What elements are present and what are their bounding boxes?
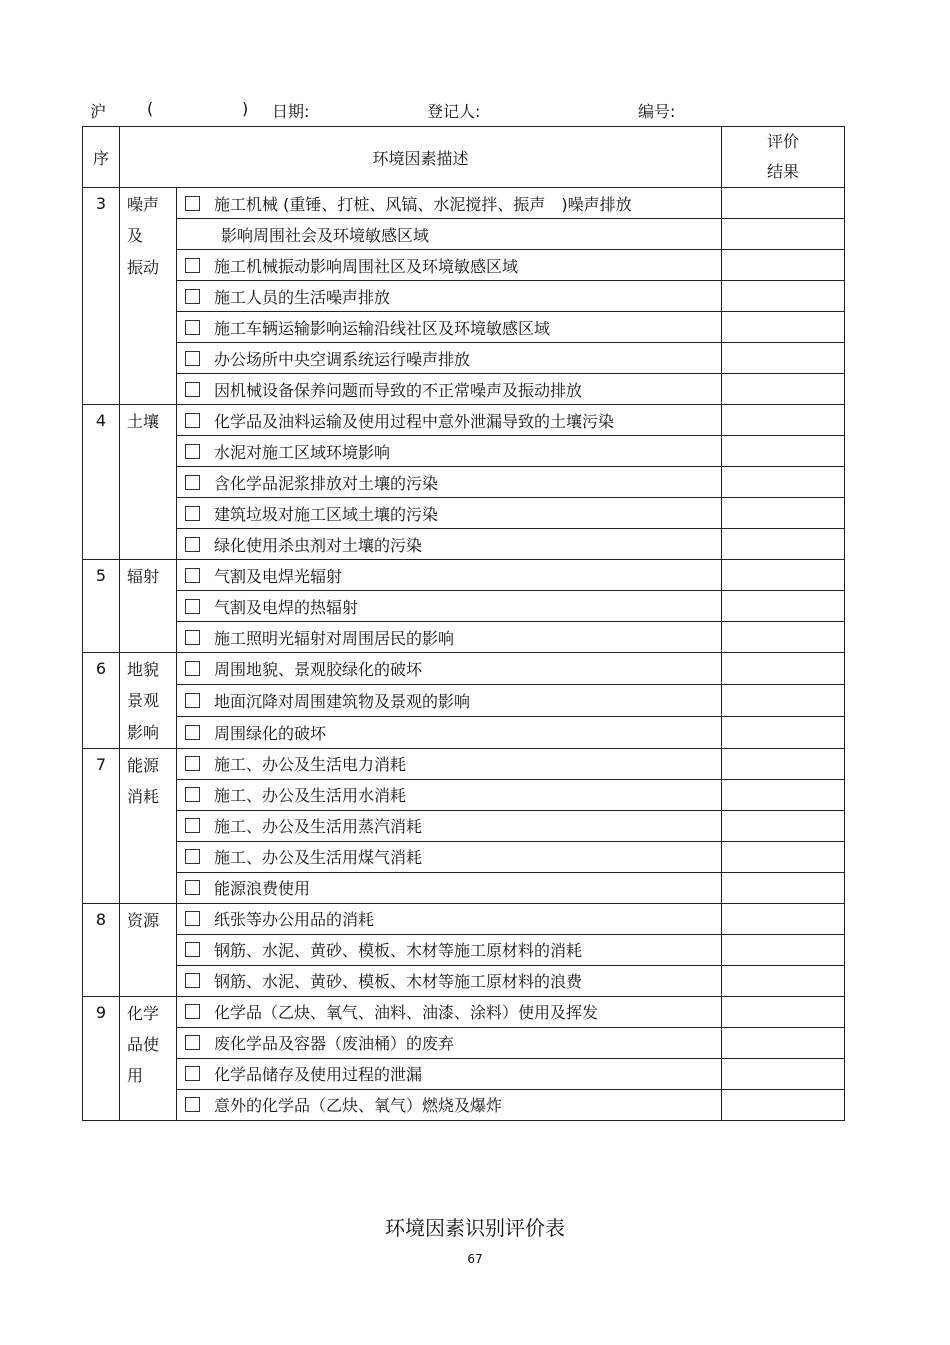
category-line: 辐射 — [127, 567, 160, 586]
group-seq: 3 — [83, 188, 120, 405]
checkbox[interactable] — [185, 818, 200, 833]
checkbox[interactable] — [185, 911, 200, 926]
table-row — [83, 1058, 845, 1089]
group-category — [120, 188, 177, 405]
factor-description — [177, 1058, 722, 1089]
eval-result-cell[interactable] — [722, 188, 845, 219]
table-row — [83, 591, 845, 622]
eval-result-cell[interactable] — [722, 498, 845, 529]
col-eval-line2: 结果 — [767, 162, 800, 181]
table-row — [83, 653, 845, 685]
checkbox[interactable] — [185, 787, 200, 802]
eval-result-cell[interactable] — [722, 1027, 845, 1058]
checkbox[interactable] — [185, 475, 200, 490]
factor-description — [177, 188, 722, 219]
checkbox[interactable] — [185, 320, 200, 335]
checkbox[interactable] — [185, 568, 200, 583]
factor-text: 意外的化学品（乙炔、氧气）燃烧及爆炸 — [214, 1096, 503, 1116]
table-row — [83, 1027, 845, 1058]
factor-text: 施工、办公及生活用煤气消耗 — [214, 848, 423, 868]
checkbox[interactable] — [185, 1004, 200, 1019]
col-desc-header: 环境因素描述 — [120, 127, 722, 188]
factor-description — [177, 312, 722, 343]
factor-text: 施工机械 (重锤、打桩、风镐、水泥搅拌、振声 )噪声排放 — [214, 194, 632, 214]
factor-description — [177, 529, 722, 560]
table-row — [83, 436, 845, 467]
checkbox[interactable] — [185, 413, 200, 428]
factor-description — [177, 1027, 722, 1058]
factor-text: 影响周围社会及环境敏感区域 — [221, 225, 430, 245]
factor-description — [177, 405, 722, 436]
group-category — [120, 903, 177, 996]
table-row — [83, 560, 845, 591]
factor-text: 施工车辆运输影响运输沿线社区及环境敏感区域 — [214, 318, 551, 338]
factor-text: 化学品（乙炔、氧气、油料、油漆、涂料）使用及挥发 — [214, 1003, 599, 1023]
factor-description — [177, 934, 722, 965]
group-seq: 9 — [83, 996, 120, 1120]
table-row — [83, 934, 845, 965]
environment-factor-table — [82, 126, 845, 1121]
factor-text: 施工、办公及生活电力消耗 — [214, 755, 407, 775]
category-line: 能源 — [127, 755, 160, 775]
eval-result-cell[interactable] — [722, 1058, 845, 1089]
factor-text: 地面沉降对周围建筑物及景观的影响 — [214, 691, 471, 711]
checkbox[interactable] — [185, 1097, 200, 1112]
checkbox[interactable] — [185, 1035, 200, 1050]
eval-result-cell[interactable] — [722, 405, 845, 436]
factor-text: 施工、办公及生活用水消耗 — [214, 786, 407, 806]
factor-text: 钢筋、水泥、黄砂、模板、木材等施工原材料的浪费 — [214, 972, 583, 992]
table-row — [83, 250, 845, 281]
factor-text: 因机械设备保养问题而导致的不正常噪声及振动排放 — [214, 380, 583, 400]
eval-result-cell[interactable] — [722, 312, 845, 343]
eval-result-cell[interactable] — [722, 591, 845, 622]
factor-text: 气割及电焊光辐射 — [214, 566, 343, 586]
checkbox[interactable] — [185, 661, 200, 676]
factor-description — [177, 281, 722, 312]
checkbox[interactable] — [185, 973, 200, 988]
table-header-row — [83, 127, 845, 188]
col-eval-header — [722, 127, 845, 188]
factor-text: 施工人员的生活噪声排放 — [214, 287, 391, 307]
category-line: 噪声 — [127, 195, 160, 214]
factor-description — [177, 591, 722, 622]
eval-result-cell[interactable] — [722, 343, 845, 374]
category-line: 振动 — [127, 257, 160, 277]
form-title: 环境因素识别评价表 — [385, 1216, 565, 1240]
table-row — [83, 779, 845, 810]
group-category — [120, 748, 177, 903]
table-row — [83, 810, 845, 841]
table-row — [83, 343, 845, 374]
eval-result-cell[interactable] — [722, 934, 845, 965]
table-row — [83, 996, 845, 1027]
factor-text: 废化学品及容器（废油桶）的废弃 — [214, 1034, 455, 1054]
table-row — [83, 188, 845, 219]
factor-text: 能源浪费使用 — [214, 879, 311, 899]
factor-text: 钢筋、水泥、黄砂、模板、木材等施工原材料的消耗 — [214, 941, 583, 961]
factor-description — [177, 684, 722, 716]
table-row — [83, 1089, 845, 1120]
group-seq: 4 — [83, 405, 120, 560]
col-seq-header: 序 — [83, 127, 120, 188]
factor-description — [177, 436, 722, 467]
checkbox[interactable] — [185, 537, 200, 552]
factor-text: 纸张等办公用品的消耗 — [214, 910, 375, 930]
table-row — [83, 219, 845, 250]
table-row — [83, 872, 845, 903]
category-line: 地貌 — [127, 660, 160, 679]
checkbox[interactable] — [185, 289, 200, 304]
col-eval-line1: 评价 — [767, 132, 800, 151]
eval-result-cell[interactable] — [722, 1089, 845, 1120]
table-row — [83, 684, 845, 716]
table-row — [83, 405, 845, 436]
factor-description — [177, 250, 722, 281]
table-row — [83, 903, 845, 934]
factor-text: 办公场所中央空调系统运行噪声排放 — [214, 349, 471, 369]
table-row — [83, 748, 845, 779]
checkbox[interactable] — [185, 630, 200, 645]
eval-result-cell[interactable] — [722, 779, 845, 810]
factor-text: 化学品及油料运输及使用过程中意外泄漏导致的土壤污染 — [214, 411, 615, 431]
group-seq: 8 — [83, 903, 120, 996]
checkbox[interactable] — [185, 196, 200, 211]
factor-description — [177, 498, 722, 529]
factor-text: 建筑垃圾对施工区域土壤的污染 — [214, 504, 439, 524]
group-seq: 6 — [83, 653, 120, 749]
factor-description — [177, 779, 722, 810]
eval-result-cell[interactable] — [722, 903, 845, 934]
factor-description — [177, 903, 722, 934]
checkbox[interactable] — [185, 693, 200, 708]
factor-description — [177, 467, 722, 498]
factor-text: 含化学品泥浆排放对土壤的污染 — [214, 473, 439, 493]
table-row — [83, 716, 845, 748]
category-line: 及 — [127, 226, 144, 246]
eval-result-cell[interactable] — [722, 965, 845, 996]
factor-description — [177, 622, 722, 653]
eval-result-cell[interactable] — [722, 281, 845, 312]
factor-description — [177, 748, 722, 779]
group-category — [120, 653, 177, 749]
factor-description — [177, 872, 722, 903]
number-label: 编号: — [638, 102, 676, 121]
factor-text: 化学品储存及使用过程的泄漏 — [214, 1065, 423, 1085]
table-row — [83, 529, 845, 560]
eval-result-cell[interactable] — [722, 467, 845, 498]
checkbox[interactable] — [185, 942, 200, 957]
category-line: 品使 — [127, 1035, 160, 1055]
checkbox[interactable] — [185, 849, 200, 864]
eval-result-cell[interactable] — [722, 748, 845, 779]
checkbox[interactable] — [185, 725, 200, 740]
district-label: 沪 — [90, 102, 107, 121]
eval-result-cell[interactable] — [722, 653, 845, 685]
table-row — [83, 312, 845, 343]
factor-description — [177, 560, 722, 591]
table-row — [83, 841, 845, 872]
factor-description — [177, 1089, 722, 1120]
table-row — [83, 281, 845, 312]
factor-text: 气割及电焊的热辐射 — [214, 597, 359, 617]
category-line: 化学 — [127, 1003, 160, 1023]
group-category — [120, 996, 177, 1120]
eval-result-cell[interactable] — [722, 219, 845, 250]
date-label: 日期: — [272, 102, 310, 121]
checkbox[interactable] — [185, 444, 200, 459]
category-line: 土壤 — [127, 412, 160, 431]
eval-result-cell[interactable] — [722, 996, 845, 1027]
group-seq: 5 — [83, 560, 120, 653]
factor-description — [177, 374, 722, 405]
table-row — [83, 965, 845, 996]
page-number: 67 — [467, 1252, 483, 1266]
eval-result-cell[interactable] — [722, 684, 845, 716]
checkbox[interactable] — [185, 756, 200, 771]
registrar-label: 登记人: — [427, 102, 481, 121]
checkbox[interactable] — [185, 880, 200, 895]
checkbox[interactable] — [185, 258, 200, 273]
eval-result-cell[interactable] — [722, 716, 845, 748]
category-line: 资源 — [127, 910, 160, 930]
category-line: 消耗 — [127, 787, 160, 807]
table-body — [83, 188, 845, 1121]
factor-text: 施工机械振动影响周围社区及环境敏感区域 — [214, 256, 519, 276]
category-line: 影响 — [127, 722, 160, 742]
table-row — [83, 374, 845, 405]
eval-result-cell[interactable] — [722, 872, 845, 903]
factor-description — [177, 653, 722, 685]
eval-result-cell[interactable] — [722, 436, 845, 467]
factor-text: 绿化使用杀虫剂对土壤的污染 — [214, 535, 423, 555]
factor-description — [177, 219, 722, 250]
factor-description — [177, 996, 722, 1027]
factor-text: 水泥对施工区域环境影响 — [214, 442, 391, 462]
checkbox[interactable] — [185, 599, 200, 614]
checkbox[interactable] — [185, 382, 200, 397]
table-row — [83, 622, 845, 653]
factor-text: 施工照明光辐射对周围居民的影响 — [214, 628, 455, 648]
checkbox[interactable] — [185, 1066, 200, 1081]
eval-result-cell[interactable] — [722, 374, 845, 405]
group-seq: 7 — [83, 748, 120, 903]
category-line: 景观 — [127, 691, 160, 711]
paren-close: ) — [242, 99, 249, 118]
eval-result-cell[interactable] — [722, 560, 845, 591]
paren-open: ( — [147, 99, 154, 118]
group-category — [120, 560, 177, 653]
eval-result-cell[interactable] — [722, 841, 845, 872]
factor-description — [177, 810, 722, 841]
factor-description — [177, 965, 722, 996]
group-category — [120, 405, 177, 560]
table-row — [83, 467, 845, 498]
factor-description — [177, 716, 722, 748]
eval-result-cell[interactable] — [722, 529, 845, 560]
checkbox[interactable] — [185, 506, 200, 521]
factor-description — [177, 343, 722, 374]
factor-description — [177, 841, 722, 872]
factor-text: 周围绿化的破坏 — [214, 723, 327, 743]
factor-text: 周围地貌、景观胶绿化的破坏 — [214, 659, 423, 679]
table-row — [83, 498, 845, 529]
checkbox[interactable] — [185, 351, 200, 366]
eval-result-cell[interactable] — [722, 250, 845, 281]
eval-result-cell[interactable] — [722, 622, 845, 653]
factor-text: 施工、办公及生活用蒸汽消耗 — [214, 817, 423, 837]
eval-result-cell[interactable] — [722, 810, 845, 841]
category-line: 用 — [127, 1066, 144, 1086]
